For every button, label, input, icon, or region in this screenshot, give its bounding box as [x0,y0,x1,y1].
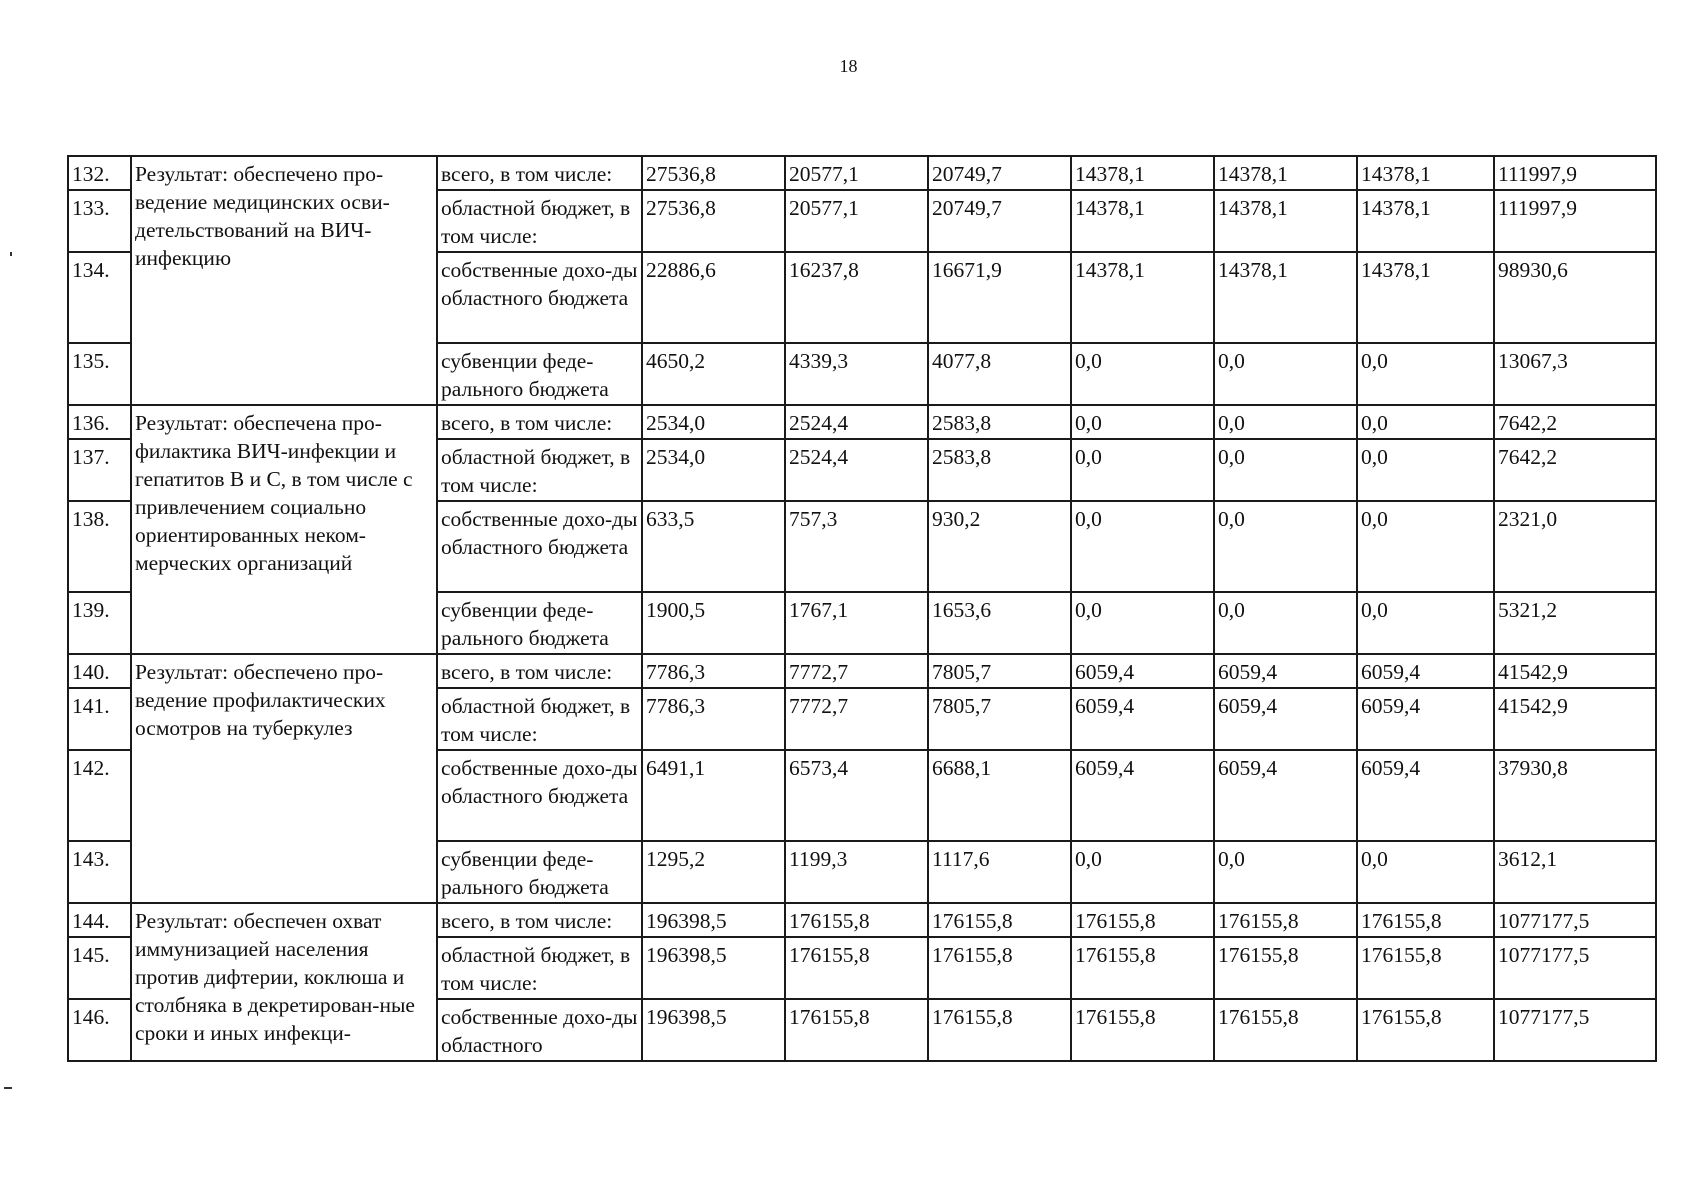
funding-source: всего, в том числе: [437,405,642,439]
year-value: 0,0 [1357,405,1494,439]
funding-source: областной бюджет, в том числе: [437,190,642,252]
year-value: 7805,7 [928,654,1071,688]
funding-source: собственные дохо-ды областного бюджета [437,501,642,592]
row-number: 144. [68,903,131,937]
total-value: 1077177,5 [1494,937,1656,999]
year-value: 0,0 [1357,501,1494,592]
total-value: 41542,9 [1494,654,1656,688]
year-value: 6059,4 [1214,688,1357,750]
year-value: 6059,4 [1357,688,1494,750]
funding-source: собственные дохо-ды областного бюджета [437,252,642,343]
year-value: 633,5 [642,501,785,592]
year-value: 176155,8 [1071,903,1214,937]
year-value: 1199,3 [785,841,928,903]
year-value: 1767,1 [785,592,928,654]
year-value: 2583,8 [928,405,1071,439]
year-value: 20577,1 [785,190,928,252]
year-value: 176155,8 [1214,937,1357,999]
total-value: 7642,2 [1494,439,1656,501]
year-value: 1900,5 [642,592,785,654]
year-value: 196398,5 [642,999,785,1061]
result-description: Результат: обеспечено про-ведение медицинских осви-детельствований на ВИЧ-инфекцию [131,156,437,405]
year-value: 14378,1 [1357,190,1494,252]
year-value: 14378,1 [1071,156,1214,190]
year-value: 7805,7 [928,688,1071,750]
page-number: 18 [839,56,858,76]
year-value: 0,0 [1071,439,1214,501]
year-value: 0,0 [1357,841,1494,903]
total-value: 37930,8 [1494,750,1656,841]
year-value: 14378,1 [1357,252,1494,343]
year-value: 14378,1 [1214,190,1357,252]
year-value: 6059,4 [1214,654,1357,688]
year-value: 2524,4 [785,439,928,501]
year-value: 1653,6 [928,592,1071,654]
year-value: 6688,1 [928,750,1071,841]
row-number: 145. [68,937,131,999]
year-value: 16671,9 [928,252,1071,343]
year-value: 176155,8 [1357,937,1494,999]
funding-source: областной бюджет, в том числе: [437,688,642,750]
year-value: 0,0 [1357,592,1494,654]
row-number: 141. [68,688,131,750]
total-value: 13067,3 [1494,343,1656,405]
funding-source: собственные дохо-ды областного [437,999,642,1061]
total-value: 7642,2 [1494,405,1656,439]
total-value: 111997,9 [1494,156,1656,190]
year-value: 0,0 [1214,841,1357,903]
year-value: 27536,8 [642,156,785,190]
year-value: 22886,6 [642,252,785,343]
table-body [68,156,1656,1061]
year-value: 176155,8 [1071,999,1214,1061]
year-value: 176155,8 [785,903,928,937]
year-value: 6059,4 [1071,654,1214,688]
year-value: 2534,0 [642,405,785,439]
year-value: 20749,7 [928,190,1071,252]
year-value: 7786,3 [642,654,785,688]
year-value: 14378,1 [1071,190,1214,252]
row-number: 139. [68,592,131,654]
total-value: 5321,2 [1494,592,1656,654]
year-value: 27536,8 [642,190,785,252]
year-value: 0,0 [1214,405,1357,439]
year-value: 20577,1 [785,156,928,190]
budget-table [67,155,1657,1062]
year-value: 1295,2 [642,841,785,903]
year-value: 14378,1 [1357,156,1494,190]
year-value: 0,0 [1214,501,1357,592]
row-number: 143. [68,841,131,903]
year-value: 20749,7 [928,156,1071,190]
year-value: 2524,4 [785,405,928,439]
table-row [68,405,1656,439]
year-value: 176155,8 [1357,999,1494,1061]
result-description: Результат: обеспечено про-ведение профилактических осмотров на туберкулез [131,654,437,903]
year-value: 14378,1 [1214,252,1357,343]
year-value: 4077,8 [928,343,1071,405]
total-value: 111997,9 [1494,190,1656,252]
row-number: 137. [68,439,131,501]
row-number: 140. [68,654,131,688]
year-value: 14378,1 [1071,252,1214,343]
year-value: 6059,4 [1357,750,1494,841]
year-value: 4339,3 [785,343,928,405]
year-value: 176155,8 [785,937,928,999]
year-value: 7786,3 [642,688,785,750]
table-row [68,903,1656,937]
funding-source: всего, в том числе: [437,903,642,937]
funding-source: областной бюджет, в том числе: [437,937,642,999]
year-value: 176155,8 [1214,903,1357,937]
year-value: 176155,8 [1357,903,1494,937]
year-value: 757,3 [785,501,928,592]
total-value: 2321,0 [1494,501,1656,592]
year-value: 7772,7 [785,688,928,750]
table-row [68,654,1656,688]
year-value: 0,0 [1071,343,1214,405]
row-number: 136. [68,405,131,439]
funding-source: субвенции феде-рального бюджета [437,343,642,405]
year-value: 6059,4 [1357,654,1494,688]
year-value: 14378,1 [1214,156,1357,190]
year-value: 0,0 [1357,343,1494,405]
year-value: 2583,8 [928,439,1071,501]
year-value: 4650,2 [642,343,785,405]
row-number: 133. [68,190,131,252]
year-value: 16237,8 [785,252,928,343]
row-number: 134. [68,252,131,343]
year-value: 176155,8 [1214,999,1357,1061]
year-value: 196398,5 [642,903,785,937]
funding-source: областной бюджет, в том числе: [437,439,642,501]
year-value: 176155,8 [785,999,928,1061]
row-number: 138. [68,501,131,592]
total-value: 1077177,5 [1494,999,1656,1061]
year-value: 6491,1 [642,750,785,841]
year-value: 6573,4 [785,750,928,841]
year-value: 0,0 [1071,501,1214,592]
year-value: 0,0 [1357,439,1494,501]
funding-source: всего, в том числе: [437,156,642,190]
margin-mark [10,252,12,256]
row-number: 132. [68,156,131,190]
margin-mark [4,1087,12,1089]
table-row [68,156,1656,190]
year-value: 6059,4 [1071,688,1214,750]
row-number: 142. [68,750,131,841]
year-value: 0,0 [1071,405,1214,439]
funding-source: собственные дохо-ды областного бюджета [437,750,642,841]
result-description: Результат: обеспечена про-филактика ВИЧ-инфекции и гепатитов В и С, в том числе с привлечением социально ориентированных неком-мерческих организаций [131,405,437,654]
total-value: 3612,1 [1494,841,1656,903]
result-description: Результат: обеспечен охват иммунизацией населения против дифтерии, коклюша и столбняка в декретирован-ные сроки и иных инфекци- [131,903,437,1061]
funding-source: всего, в том числе: [437,654,642,688]
year-value: 176155,8 [928,999,1071,1061]
year-value: 6059,4 [1071,750,1214,841]
year-value: 176155,8 [928,903,1071,937]
total-value: 98930,6 [1494,252,1656,343]
year-value: 0,0 [1214,343,1357,405]
year-value: 176155,8 [1071,937,1214,999]
total-value: 1077177,5 [1494,903,1656,937]
funding-source: субвенции феде-рального бюджета [437,841,642,903]
year-value: 6059,4 [1214,750,1357,841]
funding-source: субвенции феде-рального бюджета [437,592,642,654]
total-value: 41542,9 [1494,688,1656,750]
year-value: 196398,5 [642,937,785,999]
year-value: 1117,6 [928,841,1071,903]
year-value: 0,0 [1214,592,1357,654]
year-value: 0,0 [1214,439,1357,501]
row-number: 146. [68,999,131,1061]
year-value: 930,2 [928,501,1071,592]
year-value: 7772,7 [785,654,928,688]
year-value: 176155,8 [928,937,1071,999]
row-number: 135. [68,343,131,405]
year-value: 2534,0 [642,439,785,501]
year-value: 0,0 [1071,841,1214,903]
year-value: 0,0 [1071,592,1214,654]
